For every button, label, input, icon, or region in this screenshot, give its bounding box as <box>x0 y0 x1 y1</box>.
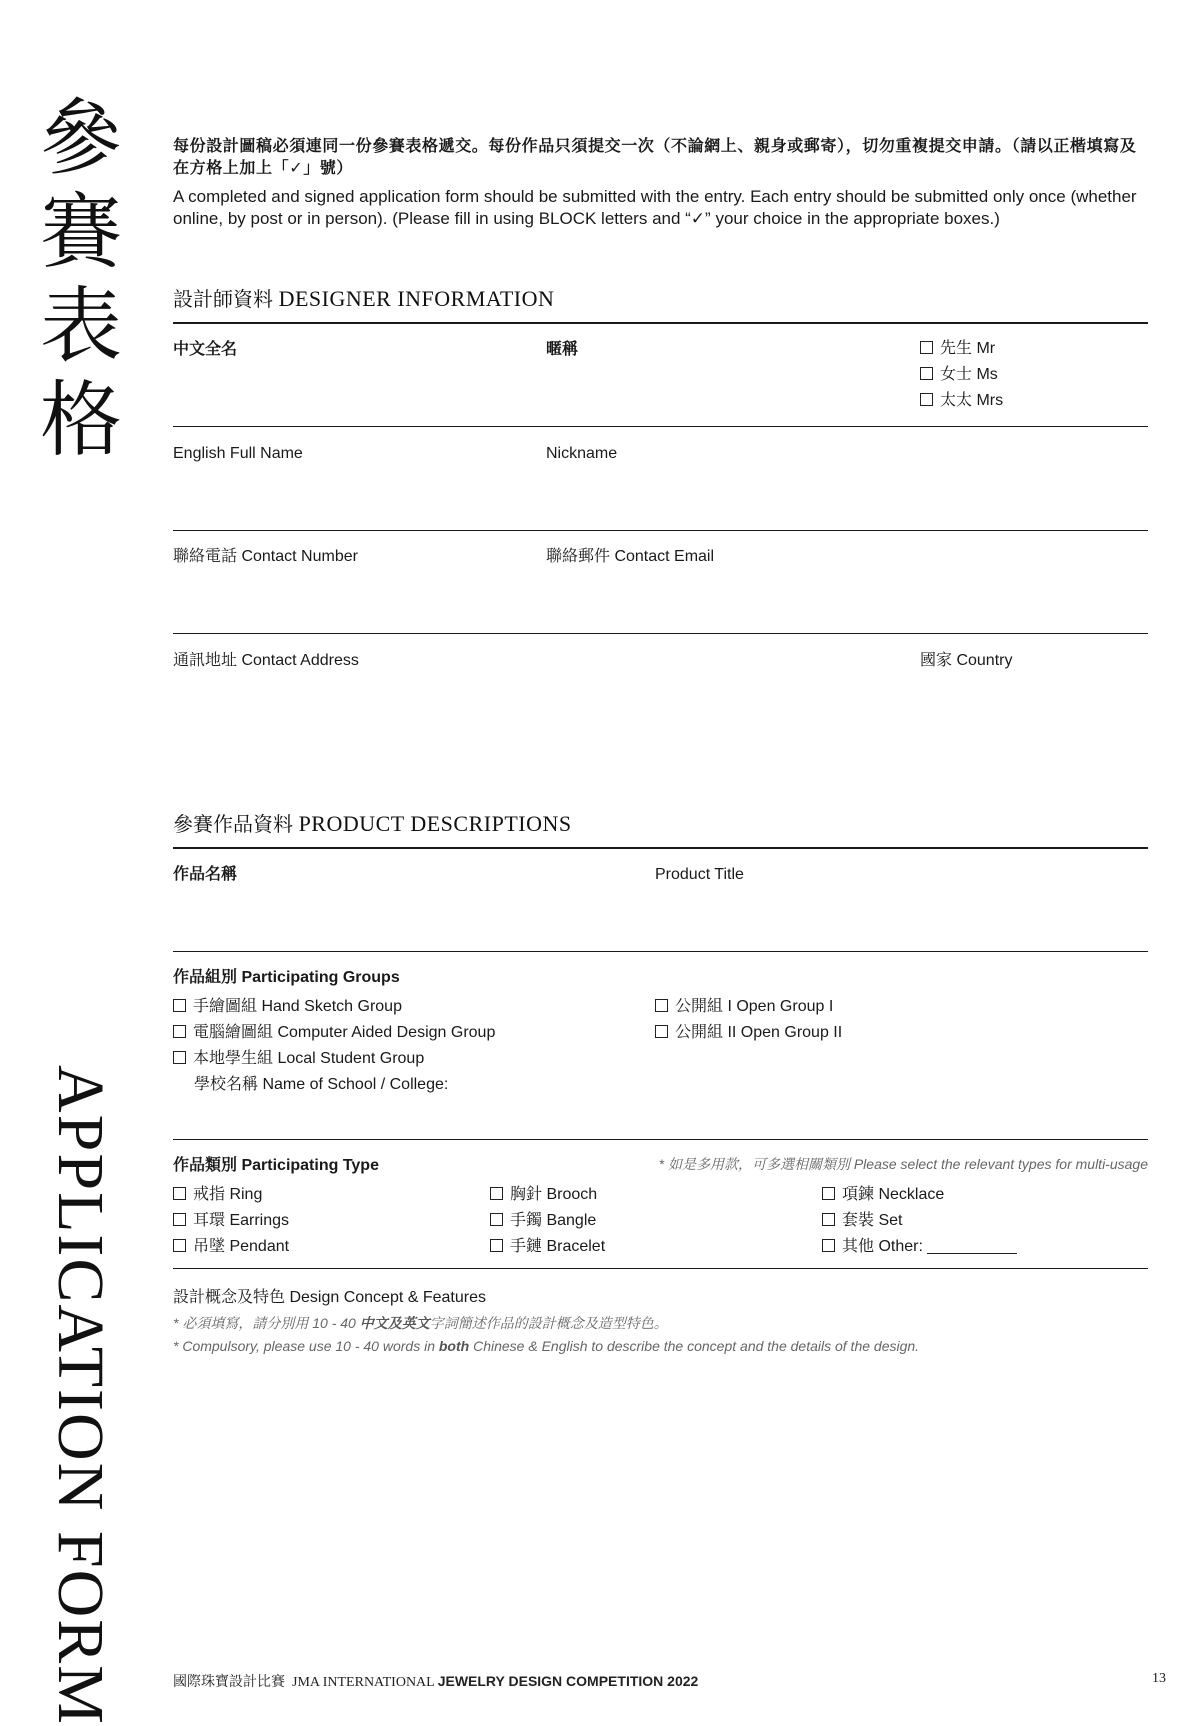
checkbox-open-group-2[interactable]: 公開組 II Open Group II <box>655 1020 842 1046</box>
footer: 國際珠寶設計比賽 JMA INTERNATIONAL JEWELRY DESIGN COMPETITION 2022 <box>173 1673 699 1690</box>
checkbox-icon <box>920 393 933 406</box>
divider <box>173 633 1148 634</box>
divider <box>173 1268 1148 1269</box>
types-col3 <box>822 1182 1017 1260</box>
checkbox-icon <box>173 1051 186 1064</box>
product-title-en-label: Product Title <box>655 866 744 883</box>
english-name-label: English Full Name <box>173 445 303 462</box>
checkbox-icon <box>655 1025 668 1038</box>
design-concept-label: 設計概念及特色 Design Concept & Features <box>173 1289 486 1306</box>
title-options <box>920 336 1003 414</box>
designer-section-title: 設計師資料 DESIGNER INFORMATION <box>173 286 555 311</box>
types-label: 作品類別 Participating Type <box>173 1157 379 1174</box>
checkbox-icon <box>490 1187 503 1200</box>
checkbox-ring[interactable]: 戒指 Ring <box>173 1182 289 1208</box>
checkbox-icon <box>173 999 186 1012</box>
checkbox-icon <box>920 341 933 354</box>
vertical-title-cn <box>36 92 126 468</box>
checkbox-brooch[interactable]: 胸針 Brooch <box>490 1182 605 1208</box>
divider <box>173 951 1148 952</box>
contact-address-label: 通訊地址 Contact Address <box>173 652 359 669</box>
checkbox-pendant[interactable]: 吊墜 Pendant <box>173 1234 289 1260</box>
title-char: 格 <box>39 373 122 468</box>
other-blank-line[interactable] <box>927 1253 1017 1254</box>
groups-left <box>173 994 495 1098</box>
checkbox-mrs[interactable]: 太太 Mrs <box>920 388 1003 414</box>
country-label: 國家 Country <box>920 652 1013 669</box>
checkbox-ms[interactable]: 女士 Ms <box>920 362 1003 388</box>
concept-note-en: * Compulsory, please use 10 - 40 words in both Chinese & English to describe the concept and the details of the design. <box>173 1338 920 1354</box>
checkbox-necklace[interactable]: 項鍊 Necklace <box>822 1182 1017 1208</box>
types-col1 <box>173 1182 289 1260</box>
checkbox-icon <box>822 1239 835 1252</box>
page-number: 13 <box>1152 1671 1166 1686</box>
divider <box>173 426 1148 427</box>
product-section-title: 參賽作品資料 PRODUCT DESCRIPTIONS <box>173 811 572 836</box>
divider <box>173 322 1148 324</box>
checkbox-icon <box>173 1213 186 1226</box>
types-note: * 如是多用款，可多選相關類別 Please select the relevant types for multi-usage <box>658 1156 1148 1172</box>
checkbox-local-student-group[interactable]: 本地學生組 Local Student Group <box>173 1046 495 1072</box>
types-col2 <box>490 1182 605 1260</box>
checkbox-cad-group[interactable]: 電腦繪圖組 Computer Aided Design Group <box>173 1020 495 1046</box>
chinese-name-label: 中文全名 <box>173 341 238 358</box>
title-char: 參 <box>39 91 122 186</box>
checkbox-hand-sketch-group[interactable]: 手繪圖組 Hand Sketch Group <box>173 994 495 1020</box>
checkbox-icon <box>822 1213 835 1226</box>
divider <box>173 1139 1148 1140</box>
divider <box>173 847 1148 849</box>
contact-number-label: 聯絡電話 Contact Number <box>173 548 358 565</box>
concept-note-cn: * 必須填寫，請分別用 10 - 40 中文及英文字詞簡述作品的設計概念及造型特色。 <box>173 1315 668 1331</box>
checkbox-icon <box>490 1239 503 1252</box>
checkbox-icon <box>655 999 668 1012</box>
checkbox-earrings[interactable]: 耳環 Earrings <box>173 1208 289 1234</box>
checkbox-icon <box>822 1187 835 1200</box>
checkbox-bangle[interactable]: 手鐲 Bangle <box>490 1208 605 1234</box>
school-name-label: 學校名稱 Name of School / College: <box>194 1076 449 1093</box>
divider <box>173 530 1148 531</box>
checkbox-icon <box>173 1239 186 1252</box>
nickname-en-label: Nickname <box>546 445 618 462</box>
checkbox-open-group-1[interactable]: 公開組 I Open Group I <box>655 994 842 1020</box>
checkbox-bracelet[interactable]: 手鏈 Bracelet <box>490 1234 605 1260</box>
checkbox-other[interactable]: 其他 Other: <box>822 1234 1017 1260</box>
checkbox-icon <box>920 367 933 380</box>
intro-en: A completed and signed application form should be submitted with the entry. Each entry should be submitted only once (whether online, by post or in person). (Please fill in using BLOCK letters and “✓” your choice in the appropriate boxes.) <box>173 187 1137 228</box>
checkbox-icon <box>490 1213 503 1226</box>
groups-label: 作品組別 Participating Groups <box>173 969 400 986</box>
vertical-title-en: APPLICATION FORM <box>44 1065 117 1726</box>
checkbox-icon <box>173 1025 186 1038</box>
contact-email-label: 聯絡郵件 Contact Email <box>546 548 715 565</box>
product-title-cn-label: 作品名稱 <box>173 866 238 883</box>
checkbox-icon <box>173 1187 186 1200</box>
title-char: 賽 <box>39 185 122 280</box>
intro-cn: 每份設計圖稿必須連同一份參賽表格遞交。每份作品只須提交一次（不論網上、親身或郵寄），切勿重複提交申請。（請以正楷填寫及在方格上加上「✓」號） <box>173 138 1137 177</box>
title-char: 表 <box>39 279 122 374</box>
checkbox-set[interactable]: 套裝 Set <box>822 1208 1017 1234</box>
checkbox-mr[interactable]: 先生 Mr <box>920 336 1003 362</box>
nickname-cn-label: 暱稱 <box>546 341 579 358</box>
groups-right <box>655 994 842 1046</box>
